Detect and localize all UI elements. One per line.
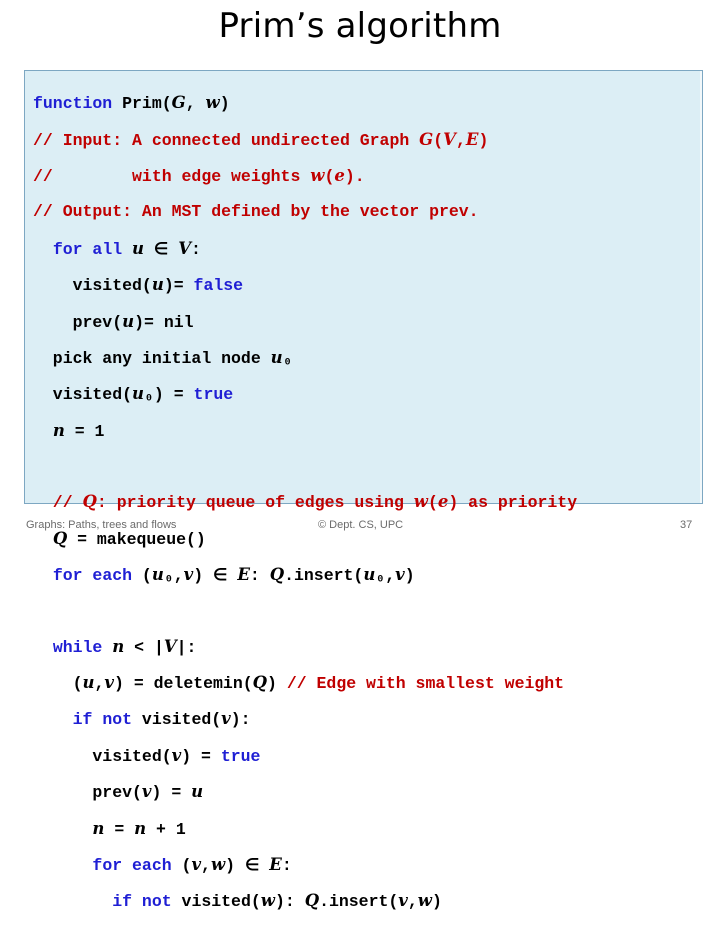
code-line: // Input: A connected undirected Graph G(V,E) <box>33 129 489 150</box>
code-line: visited(v) = true <box>33 745 261 766</box>
code-line <box>33 602 577 619</box>
code-line: // with edge weights w(e). <box>33 165 365 186</box>
code-line: prev(u)= nil <box>33 311 194 332</box>
code-line: // Output: An MST defined by the vector prev. <box>33 202 479 222</box>
footer-copyright: © Dept. CS, UPC <box>318 519 404 531</box>
code-line: Q = makequeue() <box>52 528 206 549</box>
code-line: function Prim(G, w) <box>33 93 230 114</box>
code-line: pick any initial node u₀ <box>33 347 293 368</box>
code-line: prev(v) = u <box>33 782 204 803</box>
code-line: for each (v,w) ∈ E: <box>92 855 292 876</box>
code-block <box>33 76 577 947</box>
code-line: visited(u₀) = true <box>33 384 234 405</box>
code-line: for all u ∈ V: <box>52 238 201 259</box>
code-line: if not visited(v): <box>72 709 251 730</box>
code-line: // Q: priority queue of edges using w(e) as priority <box>33 492 578 513</box>
slide-title: Prim’s algorithm <box>218 6 502 46</box>
code-line <box>33 458 577 475</box>
footer-course: Graphs: Paths, trees and flows <box>26 519 177 531</box>
code-line: for each (u₀,v) ∈ E: Q.insert(u₀,v) <box>52 565 415 586</box>
page-number: 37 <box>680 519 693 531</box>
code-line: visited(u)= false <box>33 275 244 296</box>
code-line: n = n + 1 <box>92 818 186 839</box>
code-line: while n < |V|: <box>52 636 197 657</box>
code-line: (u,v) = deletemin(Q) // Edge with smallest weight <box>33 673 565 694</box>
code-line: n = 1 <box>52 420 105 441</box>
code-line: if not visited(w): Q.insert(v,w) <box>112 891 442 912</box>
